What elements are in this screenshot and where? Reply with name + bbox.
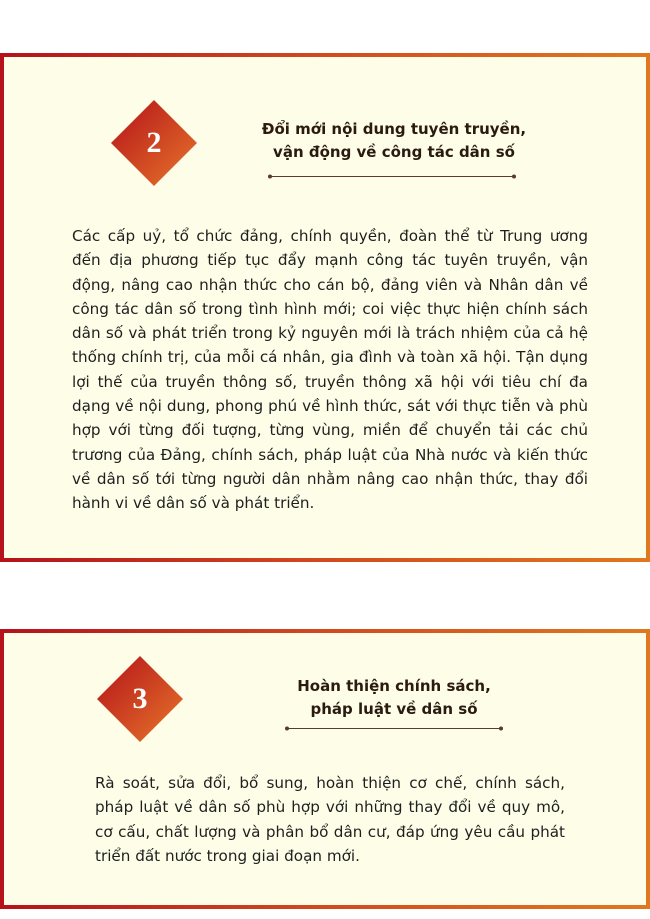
section-title-line-1: Hoàn thiện chính sách,	[297, 677, 491, 695]
diamond-number-badge	[95, 654, 185, 744]
section-number: 3	[132, 682, 148, 715]
section-card-2	[0, 53, 650, 562]
section-card-3	[0, 629, 650, 909]
title-divider	[267, 173, 517, 180]
section-body-text: Các cấp uỷ, tổ chức đảng, chính quyền, đoàn thể từ Trung ương đến địa phương tiếp tục đẩy mạnh công tác tuyên truyền, vận động, nâng cao nhận thức cho cán bộ, đảng viên và Nhân dân về công tác dân số trong tình hình mới; coi việc thực hiện chính sách dân số và phát triển trong kỷ nguyên mới là trách nhiệm của cả hệ thống chính trị, của mỗi cá nhân, gia đình và toàn xã hội. Tận dụng lợi thế của truyền thông số, truyền thông xã hội với tiêu chí đa dạng về nội dung, phong phú về hình thức, sát với thực tiễn và phù hợp với từng đối tượng, từng vùng, miền để chuyển tải các chủ trương của Đảng, chính sách, pháp luật của Nhà nước và kiến thức về dân số tới từng người dân nhằm nâng cao nhận thức, thay đổi hành vi về dân số và phát triển.	[72, 227, 588, 513]
section-title	[244, 675, 544, 721]
section-title-line-1: Đổi mới nội dung tuyên truyền,	[261, 120, 527, 138]
section-body-text: Rà soát, sửa đổi, bổ sung, hoàn thiện cơ chế, chính sách, pháp luật về dân số phù hợp với những thay đổi về quy mô, cơ cấu, chất lượng và phân bổ dân cư, đáp ứng yêu cầu phát triển đất nước trong giai đoạn mới.	[95, 774, 565, 865]
diamond-number-badge	[109, 98, 199, 188]
section-title	[219, 118, 569, 164]
section-title-line-2: pháp luật về dân số	[310, 700, 478, 718]
title-divider	[284, 725, 504, 732]
section-title-line-2: vận động về công tác dân số	[273, 143, 515, 161]
section-number: 2	[146, 126, 162, 159]
